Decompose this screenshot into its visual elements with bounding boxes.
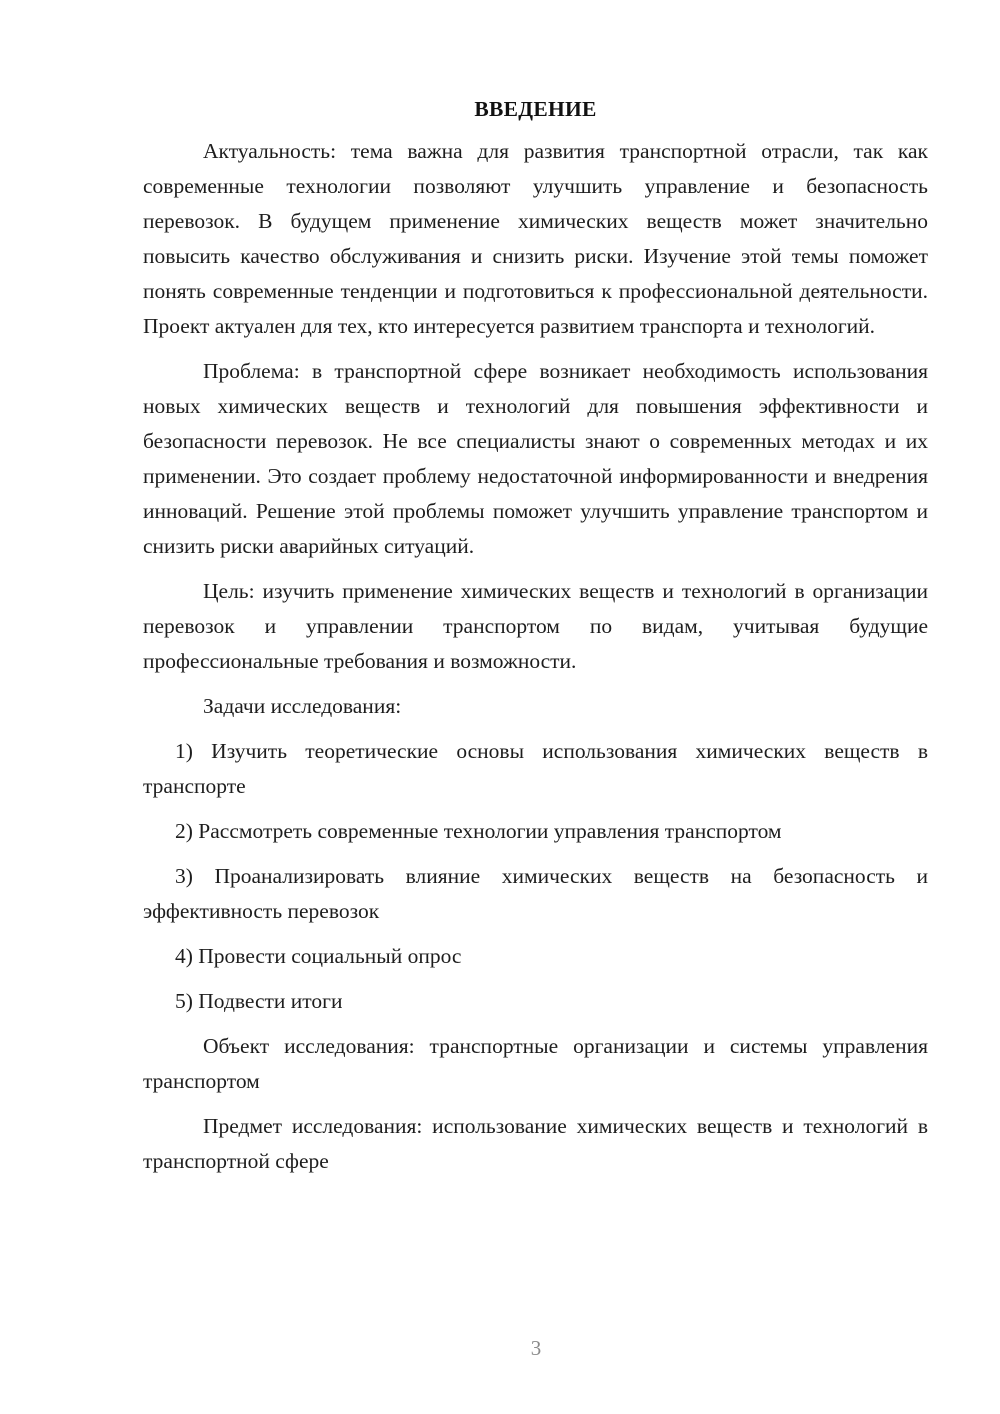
research-subject-paragraph: Предмет исследования: использование химических веществ и технологий в транспортной сфере (143, 1114, 928, 1173)
tasks-list (143, 734, 928, 1019)
task-item: 2) Рассмотреть современные технологии управления транспортом (175, 819, 782, 843)
task-item: 4) Провести социальный опрос (175, 944, 462, 968)
task-item: 3) Проанализировать влияние химических веществ на безопасность и эффективность перевозок (143, 864, 928, 923)
page-content (143, 92, 928, 1189)
research-object-paragraph: Объект исследования: транспортные организации и системы управления транспортом (143, 1034, 928, 1093)
problem-paragraph: Проблема: в транспортной сфере возникает необходимость использования новых химических веществ и технологий для повышения эффективности и безопасности перевозок. Не все специалисты знают о современных методах и их применении. Это создает проблему недостаточной информированности и внедрения инноваций. Решение этой проблемы поможет улучшить управление транспортом и снизить риски аварийных ситуаций. (143, 359, 928, 558)
task-item: 1) Изучить теоретические основы использования химических веществ в транспорте (143, 739, 928, 798)
page-number: 3 (530, 1336, 542, 1360)
tasks-heading: Задачи исследования: (203, 694, 402, 718)
section-title: ВВЕДЕНИЕ (474, 97, 597, 121)
goal-paragraph: Цель: изучить применение химических веществ и технологий в организации перевозок и управлении транспортом по видам, учитывая будущие профессиональные требования и возможности. (143, 579, 928, 673)
relevance-paragraph: Актуальность: тема важна для развития транспортной отрасли, так как современные технологии позволяют улучшить управление и безопасность перевозок. В будущем применение химических веществ может значительно повысить качество обслуживания и снизить риски. Изучение этой темы поможет понять современные тенденции и подготовиться к профессиональной деятельности. Проект актуален для тех, кто интересуется развитием транспорта и технологий. (143, 139, 928, 338)
task-item: 5) Подвести итоги (175, 989, 343, 1013)
